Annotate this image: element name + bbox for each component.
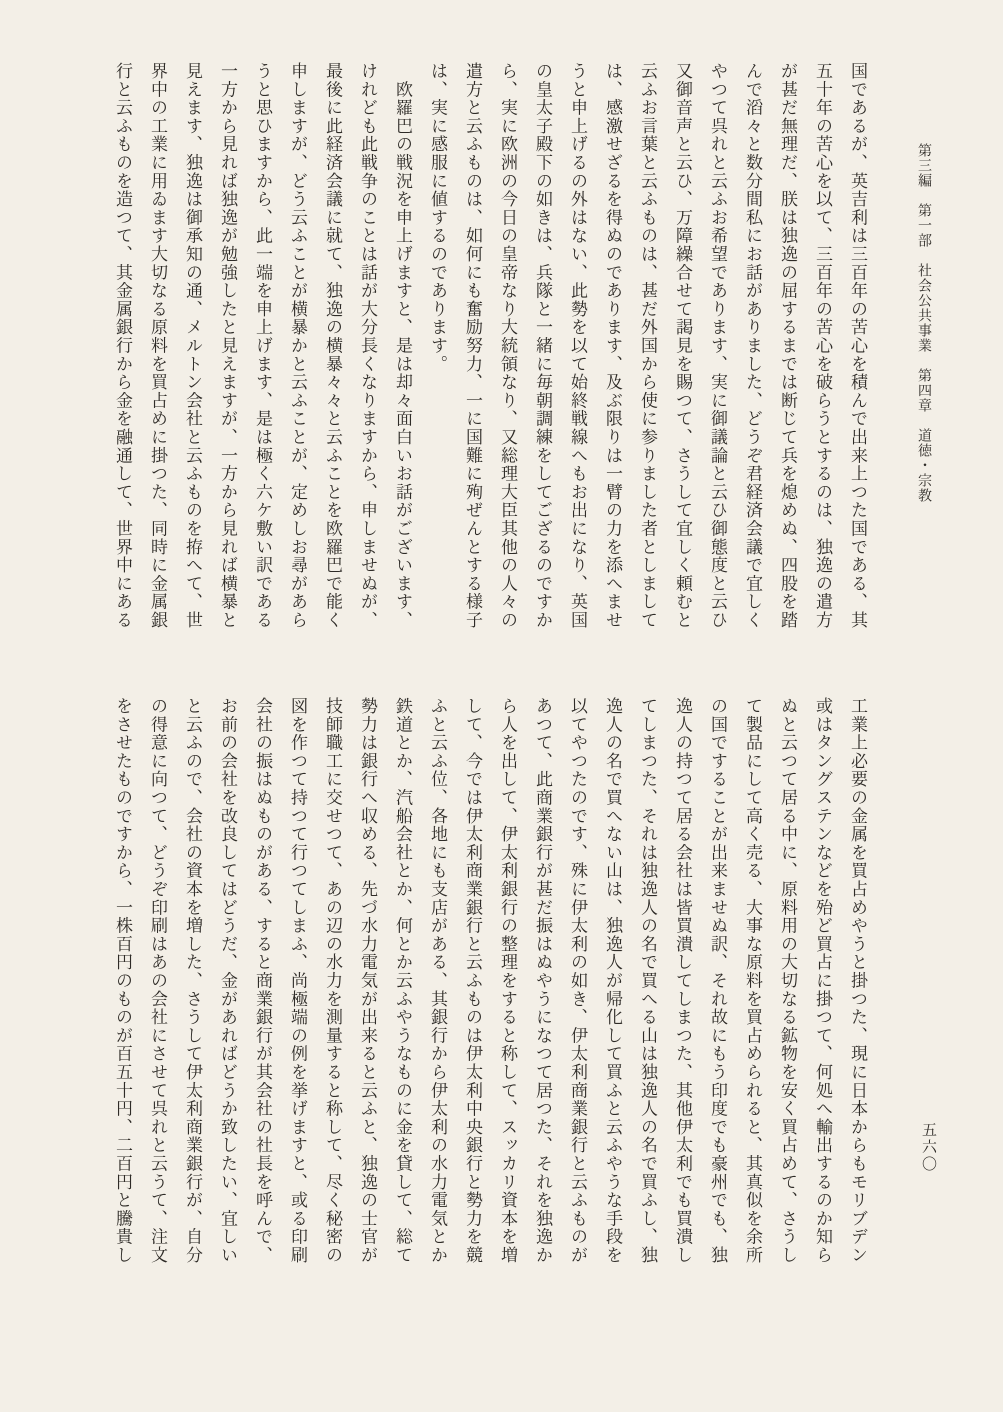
text-column: 逸人の持つて居る会社は皆買潰してしまつた、其他伊太利でも買潰し (673, 697, 692, 1265)
text-column: 会社の振はぬものがある、すると商業銀行が其会社の社長を呼んで、 (253, 697, 272, 1265)
text-column: 申しますが、どう云ふことが横暴かと云ふことが、定めしお尋があら (288, 62, 307, 630)
text-column: て製品にして高く売る、大事な原料を買占められると、其真似を余所 (743, 697, 762, 1265)
text-column: 見えます、独逸は御承知の通、メルトン会社と云ふものを拵へて、世 (183, 62, 202, 630)
text-column: 又御音声と云ひ、万障繰合せて謁見を賜つて、さうして宜しく頼むと (673, 62, 692, 630)
text-column: をさせたものですから、一株百円のものが百五十円、二百円と騰貴し (113, 697, 132, 1265)
text-column: けれども此戦争のことは話が大分長くなりますから、申しませぬが、 (358, 62, 377, 630)
text-column: 一方から見れば独逸が勉強したと見えますが、一方から見れば横暴と (218, 62, 237, 630)
body-text-bottom (105, 697, 875, 1269)
text-column: ふと云ふ位、各地にも支店がある、其銀行から伊太利の水力電気とか (428, 697, 447, 1265)
text-column: 欧羅巴の戦況を申上げますと、是は却々面白いお話がございます、 (393, 62, 412, 630)
text-column: して、今では伊太利商業銀行と云ふものは伊太利中央銀行と勢力を競 (463, 697, 482, 1265)
text-column: ぬと云つて居る中に、原料用の大切なる鉱物を安く買占めて、さうし (778, 697, 797, 1265)
text-column: んで滔々と数分間私にお話がありました、どうぞ君経済会議で宜しく (743, 62, 762, 630)
text-column: 遣方と云ふものは、如何にも奮励努力、一に国難に殉ぜんとする様子 (463, 62, 482, 630)
text-column: うと申上げるの外はない、此勢を以て始終戦線へもお出になり、英国 (568, 62, 587, 630)
page-number: 五六〇 (920, 1122, 936, 1173)
text-column: 或はタングステンなどを殆ど買占に掛つて、何処へ輸出するのか知ら (813, 697, 832, 1265)
text-column: 技師職工に交せつて、あの辺の水力を測量すると称して、尽く秘密の (323, 697, 342, 1265)
text-column: 工業上必要の金属を買占めやうと掛つた、現に日本からもモリブデン (848, 697, 867, 1265)
text-column: お前の会社を改良してはどうだ、金があればどうか致したい、宜しい (218, 697, 237, 1265)
text-column: あつて、此商業銀行が甚だ振はぬやうになつて居つた、それを独逸か (533, 697, 552, 1265)
text-column: の皇太子殿下の如きは、兵隊と一緒に毎朝調練をしてござるのですか (533, 62, 552, 630)
text-column: 界中の工業に用ゐます大切なる原料を買占めに掛つた、同時に金属銀 (148, 62, 167, 630)
text-column: 逸人の名で買へない山は、独逸人が帰化して買ふと云ふやうな手段を (603, 697, 622, 1265)
text-column: が甚だ無理だ、朕は独逸の屈するまでは断じて兵を熄めぬ、四股を踏 (778, 62, 797, 630)
text-column: やつて呉れと云ふお希望であります、実に御議論と云ひ御態度と云ひ (708, 62, 727, 630)
text-column: 云ふお言葉と云ふものは、甚だ外国から使に参りました者としまして (638, 62, 657, 630)
text-column: 国であるが、英吉利は三百年の苦心を積んで出来上つた国である、其 (848, 62, 867, 630)
text-column: 勢力は銀行へ収める、先づ水力電気が出来ると云ふと、独逸の士官が (358, 697, 377, 1265)
text-column: 図を作つて持つて行つてしまふ、尚極端の例を挙げますと、或る印刷 (288, 697, 307, 1265)
text-column: 以てやつたのです、殊に伊太利の如き、伊太利商業銀行と云ふものが (568, 697, 587, 1265)
running-header: 第三編 第一部 社会公共事業 第四章 道徳・宗教 (916, 143, 931, 503)
text-column: 五十年の苦心を以て、三百年の苦心を破らうとするのは、独逸の遣方 (813, 62, 832, 630)
text-column: うと思ひますから、此一端を申上げます、是は極く六ケ敷い訳である (253, 62, 272, 630)
body-text-top (105, 62, 875, 634)
text-column: の国ですることが出来ませぬ訳、それ故にもう印度でも豪州でも、独 (708, 697, 727, 1265)
text-column: と云ふので、会社の資本を増した、さうして伊太利商業銀行が、自分 (183, 697, 202, 1265)
text-column: ら、実に欧洲の今日の皇帝なり大統領なり、又総理大臣其他の人々の (498, 62, 517, 630)
text-column: てしまつた、それは独逸人の名で買へる山は独逸人の名で買ふし、独 (638, 697, 657, 1265)
text-column: 最後に此経済会議に就て、独逸の横暴々々と云ふことを欧羅巴で能く (323, 62, 342, 630)
text-column: の得意に向つて、どうぞ印刷はあの会社にさせて呉れと云うて、注文 (148, 697, 167, 1265)
text-column: は、感激せざるを得ぬのであります、及ぶ限りは一臂の力を添へませ (603, 62, 622, 630)
text-column: ら人を出して、伊太利銀行の整理をすると称して、スッカリ資本を増 (498, 697, 517, 1265)
text-column: は、実に感服に値するのであります。 (428, 62, 447, 374)
text-column: 鉄道とか、汽船会社とか、何とか云ふやうなものに金を貸して、総て (393, 697, 412, 1265)
text-column: 行と云ふものを造つて、其金属銀行から金を融通して、世界中にある (113, 62, 132, 630)
